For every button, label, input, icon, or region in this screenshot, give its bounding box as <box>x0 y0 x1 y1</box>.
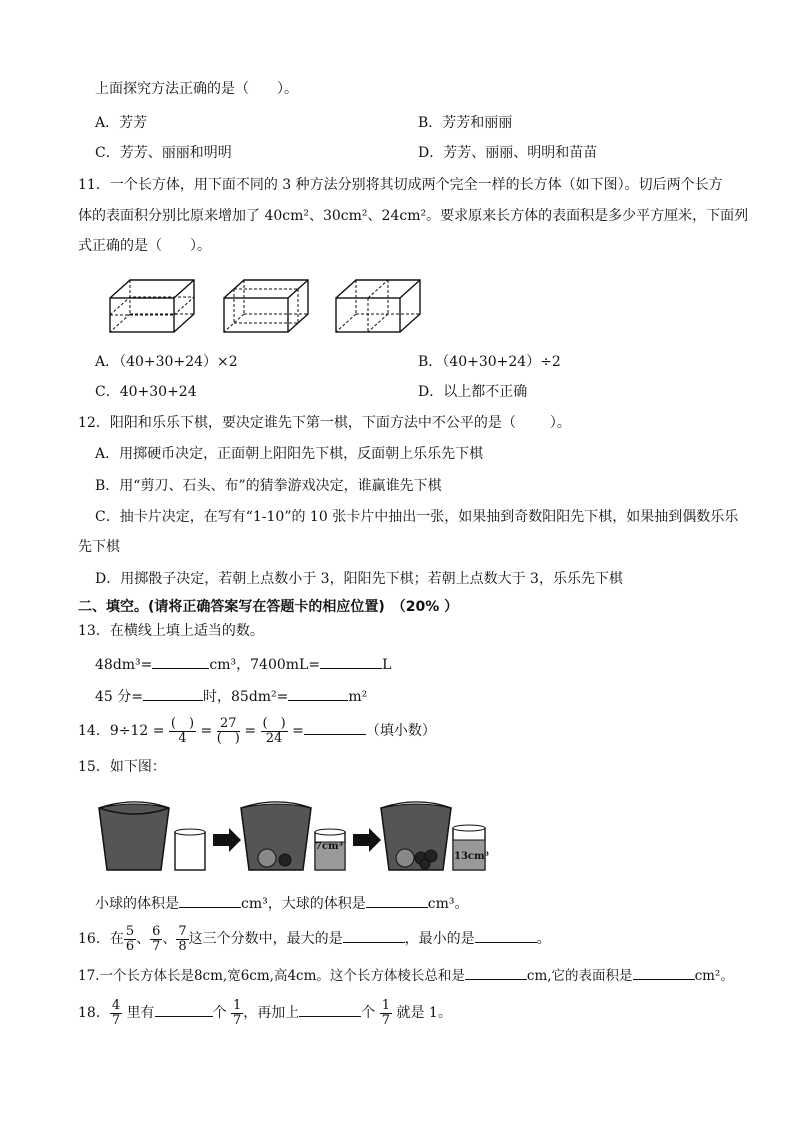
answer-blank[interactable] <box>304 720 366 735</box>
answer-blank[interactable] <box>465 965 527 980</box>
answer-blank[interactable] <box>288 686 348 701</box>
answer-blank[interactable] <box>143 686 203 701</box>
answer-blank[interactable] <box>155 1002 213 1017</box>
q12-option-b[interactable]: B．用“剪刀、石头、布”的猜拳游戏决定，谁赢谁先下棋 <box>95 478 442 494</box>
q13-row1: 48dm³= cm³，7400mL= L <box>95 654 391 674</box>
q17-row: 17.一个长方体长是8cm,宽6cm,高4cm。这个长方体棱长总和是 cm,它的表面积是 cm²。 <box>78 965 734 985</box>
q11-option-d[interactable]: D．以上都不正确 <box>418 384 528 400</box>
cup-label-1: 7cm³ <box>315 841 344 852</box>
q11-line3: 式正确的是（ ）。 <box>78 238 211 254</box>
answer-blank[interactable] <box>366 893 428 908</box>
cup-label-2: 13cm³ <box>454 851 489 862</box>
fraction: $\frac{1}{7}$ <box>381 997 391 1028</box>
q10-option-b[interactable]: B．芳芳和丽丽 <box>418 115 513 131</box>
q12-option-a[interactable]: A．用掷硬币决定，正面朝上阳阳先下棋，反面朝上乐乐先下棋 <box>95 446 484 462</box>
q11-line1: 11．一个长方体，用下面不同的 3 种方法分别将其切成两个完全一样的长方体（如下图）。切后两个长方 <box>78 177 723 193</box>
fraction: $\frac{5}{6}$ <box>125 923 135 954</box>
q10-option-d[interactable]: D．芳芳、丽丽、明明和苗苗 <box>418 145 598 161</box>
section-heading-fill-in: 二、填空。(请将正确答案写在答题卡的相应位置) （20% ） <box>78 599 459 615</box>
q11-line2: 体的表面积分别比原来增加了 40cm²、30cm²、24cm²。要求原来长方体的表面积是多少平方厘米，下面列 <box>78 208 749 224</box>
q11-option-c[interactable]: C．40+30+24 <box>95 384 197 400</box>
answer-blank[interactable] <box>475 928 537 943</box>
q12-stem: 12．阳阳和乐乐下棋，要决定谁先下第一棋，下面方法中不公平的是（ ）。 <box>78 415 571 431</box>
q10-option-a[interactable]: A．芳芳 <box>95 115 148 131</box>
cuboid-figure-2 <box>222 276 312 336</box>
q15-stem: 15．如下图： <box>78 759 166 775</box>
q10-stem: 上面探究方法正确的是（ ）。 <box>95 81 298 97</box>
q14-row: 14．9÷12 = $\frac{( )}{4}$ = $\frac{27}{( )}$ = $\frac{( )}{24}$ = （填小数） <box>78 715 436 746</box>
q16-row: 16．在 $\frac{5}{6}$ 、 $\frac{6}{7}$ 、 $\frac{7}{8}$ 这三个分数中，最大的是 ，最小的是 。 <box>78 923 551 954</box>
fraction: $\frac{4}{7}$ <box>111 997 121 1028</box>
answer-blank[interactable] <box>179 893 241 908</box>
fraction: $\frac{( )}{4}$ <box>170 715 195 746</box>
fraction: $\frac{1}{7}$ <box>233 997 242 1028</box>
fraction: $\frac{27}{( )}$ <box>216 715 240 746</box>
q18-row: 18． $\frac{4}{7}$ 里有 个 $\frac{1}{7}$ ，再加上 个 $\frac{1}{7}$ 就是 1。 <box>78 997 452 1028</box>
answer-blank[interactable] <box>343 928 405 943</box>
cuboid-figure-3 <box>334 276 424 336</box>
q12-option-c-line2: 先下棋 <box>78 539 120 555</box>
q13-stem: 13．在横线上填上适当的数。 <box>78 623 264 639</box>
q12-option-d[interactable]: D．用掷骰子决定，若朝上点数小于 3，阳阳先下棋；若朝上点数大于 3，乐乐先下棋 <box>95 571 623 587</box>
q11-option-b[interactable]: B．（40+30+24）÷2 <box>418 354 561 370</box>
fraction: $\frac{( )}{24}$ <box>262 715 286 746</box>
q15-answer: 小球的体积是 cm³，大球的体积是 cm³。 <box>95 893 468 913</box>
q13-row2: 45 分= 时，85dm²= m² <box>95 686 367 706</box>
beaker-experiment-figure <box>95 796 495 876</box>
q11-option-a[interactable]: A．（40+30+24）×2 <box>95 354 238 370</box>
answer-blank[interactable] <box>299 1002 361 1017</box>
fraction: $\frac{7}{8}$ <box>178 923 187 954</box>
answer-blank[interactable] <box>633 965 695 980</box>
q10-option-c[interactable]: C．芳芳、丽丽和明明 <box>95 145 232 161</box>
fraction: $\frac{6}{7}$ <box>152 923 161 954</box>
q12-option-c-line1[interactable]: C．抽卡片决定，在写有“1-10”的 10 张卡片中抽出一张，如果抽到奇数阳阳先下棋，如果抽到偶数乐乐 <box>95 509 739 525</box>
cuboid-figure-1 <box>108 276 198 336</box>
answer-blank[interactable] <box>152 654 209 669</box>
answer-blank[interactable] <box>320 654 382 669</box>
